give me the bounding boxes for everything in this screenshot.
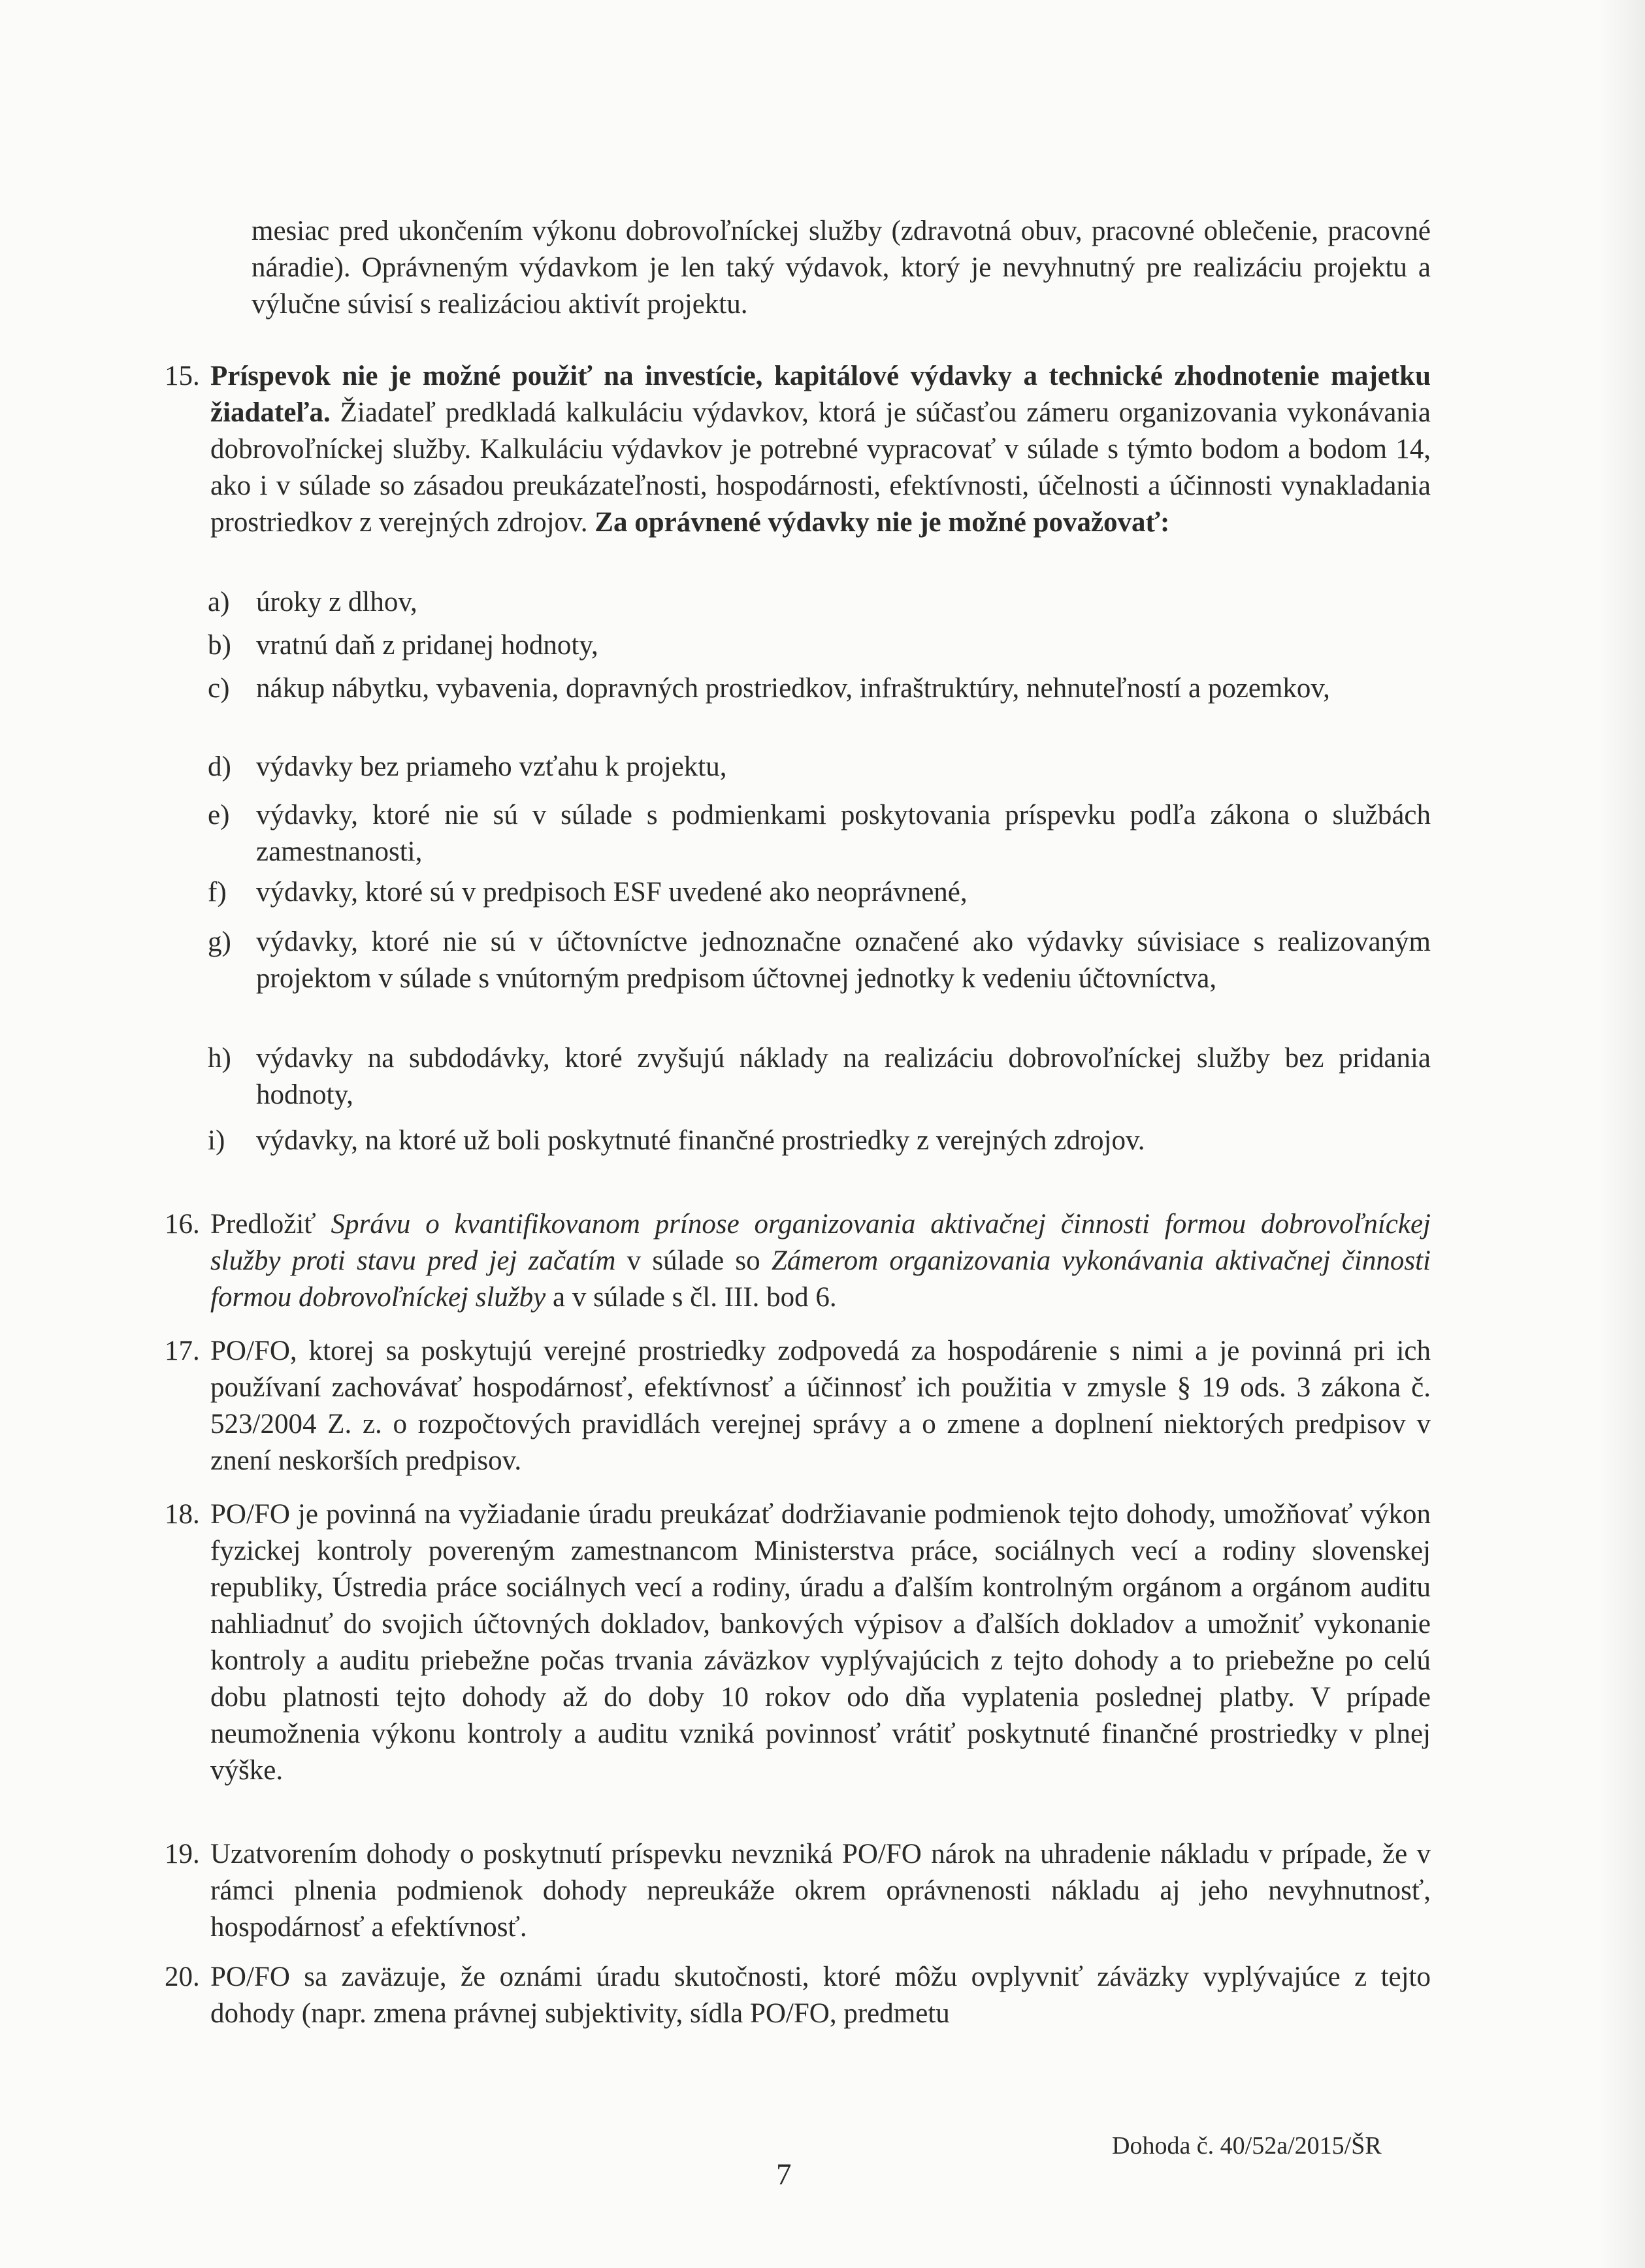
item-number: 20. [165, 1962, 200, 1992]
item-number: 19. [165, 1839, 200, 1869]
sub-item-text: výdavky, na ktoré už boli poskytnuté finančné prostriedky z verejných zdrojov. [256, 1125, 1145, 1156]
item-plain-text: Žiadateľ predkladá kalkuláciu výdavkov, ktorá je súčasťou zámeru organizovania vykonávania dobrovoľníckej služby. Kalkuláciu výdavkov je potrebné vypracovať v súlade s týmto bodom a bodom 14, ako i v súlade so zásadou preukázateľnosti, hospodárnosti, efektívnosti, účelnosti a účinnosti vynakladania prostriedkov z verejných zdrojov. [210, 397, 1431, 538]
item-number: 16. [165, 1209, 200, 1240]
sub-item-label: d) [208, 751, 231, 782]
sub-item-label: b) [208, 630, 231, 661]
sub-item-text: výdavky, ktoré nie sú v súlade s podmienkami poskytovania príspevku podľa zákona o službách zamestnanosti, [256, 800, 1431, 867]
sub-item-label: h) [208, 1043, 231, 1074]
sub-item-label: i) [208, 1125, 225, 1156]
sub-item-label: g) [208, 927, 231, 957]
item-text: PO/FO, ktorej sa poskytujú verejné prostriedky zodpovedá za hospodárenie s nimi a je povinná pri ich používaní zachovávať hospodárnosť, efektívnosť a účinnosť ich použitia v zmysle § 19 ods. 3 zákona č. 523/2004 Z. z. o rozpočtových pravidlách verejnej správy a o zmene a doplnení niektorých predpisov v znení neskorších predpisov. [210, 1336, 1431, 1476]
sub-item-text: výdavky na subdodávky, ktoré zvyšujú náklady na realizáciu dobrovoľníckej služby bez pridania hodnoty, [256, 1043, 1431, 1110]
sub-item-label: c) [208, 673, 230, 704]
item-text: PO/FO je povinná na vyžiadanie úradu preukázať dodržiavanie podmienok tejto dohody, umožňovať výkon fyzickej kontroly povereným zamestnancom Ministerstva práce, sociálnych vecí a rodiny slovenskej republiky, Ústredia práce sociálnych vecí a rodiny, úradu a ďalším kontrolným orgánom a orgánom auditu nahliadnuť do svojich účtovných dokladov, bankových výpisov a ďalších dokladov a umožniť vykonanie kontroly a auditu priebežne počas trvania záväzkov vyplývajúcich z tejto dohody a to priebežne po celú dobu platnosti tejto dohody až do doby 10 rokov odo dňa vyplatenia poslednej platby. V prípade neumožnenia výkonu kontroly a auditu vzniká povinnosť vrátiť poskytnuté finančné prostriedky v plnej výške. [210, 1499, 1431, 1786]
item-text: Uzatvorením dohody o poskytnutí príspevku nevzniká PO/FO nárok na uhradenie nákladu v prípade, že v rámci plnenia podmienok dohody nepreukáže okrem oprávnenosti nákladu aj jeho nevyhnutnosť, hospodárnosť a efektívnosť. [210, 1839, 1431, 1943]
item-number: 17. [165, 1336, 200, 1366]
sub-item-text: výdavky, ktoré nie sú v účtovníctve jednoznačne označené ako výdavky súvisiace s realizovaným projektom v súlade s vnútorným predpisom účtovnej jednotky k vedeniu účtovníctva, [256, 927, 1431, 994]
sub-item-text: úroky z dlhov, [256, 587, 417, 617]
sub-item-text: nákup nábytku, vybavenia, dopravných prostriedkov, infraštruktúry, nehnuteľností a pozemkov, [256, 673, 1330, 704]
sub-item-text: výdavky, ktoré sú v predpisoch ESF uvedené ako neoprávnené, [256, 877, 968, 908]
continuation-paragraph: mesiac pred ukončením výkonu dobrovoľníckej služby (zdravotná obuv, pracovné oblečenie, pracovné náradie). Oprávneným výdavkom je len taký výdavok, ktorý je nevyhnutný pre realizáciu projektu a výlučne súvisí s realizáciou aktivít projektu. [252, 216, 1431, 320]
sub-item-text: výdavky bez priameho vzťahu k projektu, [256, 751, 727, 782]
item-bold-tail: Za oprávnené výdavky nie je možné považovať: [594, 507, 1170, 538]
item-text [210, 358, 1431, 541]
plan-title: Zámerom organizovania vykonávania aktivačnej činnosti formou dobrovoľníckej služby [210, 1245, 1431, 1313]
item-text: PO/FO sa zaväzuje, že oznámi úradu skutočnosti, ktoré môžu ovplyvniť záväzky vyplývajúce z tejto dohody (napr. zmena právnej subjektivity, sídla PO/FO, predmetu [210, 1962, 1431, 2029]
report-title: Správu o kvantifikovanom prínose organizovania aktivačnej činnosti formou dobrovoľníckej služby proti stavu pred jej začatím [210, 1209, 1431, 1276]
sub-item-label: e) [208, 800, 230, 830]
sub-item-text: vratnú daň z pridanej hodnoty, [256, 630, 598, 661]
sub-item-label: f) [208, 877, 227, 908]
page-edge-shadow [1599, 0, 1645, 2268]
item-number: 18. [165, 1499, 200, 1530]
item-text: Predložiť Správu o kvantifikovanom prínose organizovania aktivačnej činnosti formou dobrovoľníckej služby proti stavu pred jej začatím v súlade so Zámerom organizovania vykonávania aktivačnej činnosti formou dobrovoľníckej služby a v súlade s čl. III. bod 6. [210, 1209, 1431, 1313]
footer-reference: Dohoda č. 40/52a/2015/ŠR [1112, 2132, 1382, 2160]
page-number: 7 [776, 2158, 792, 2192]
sub-item-label: a) [208, 587, 230, 617]
item-number: 15. [165, 361, 200, 391]
item-bold-lead: Príspevok nie je možné použiť na investície, kapitálové výdavky a technické zhodnotenie majetku žiadateľa. [210, 361, 1431, 428]
